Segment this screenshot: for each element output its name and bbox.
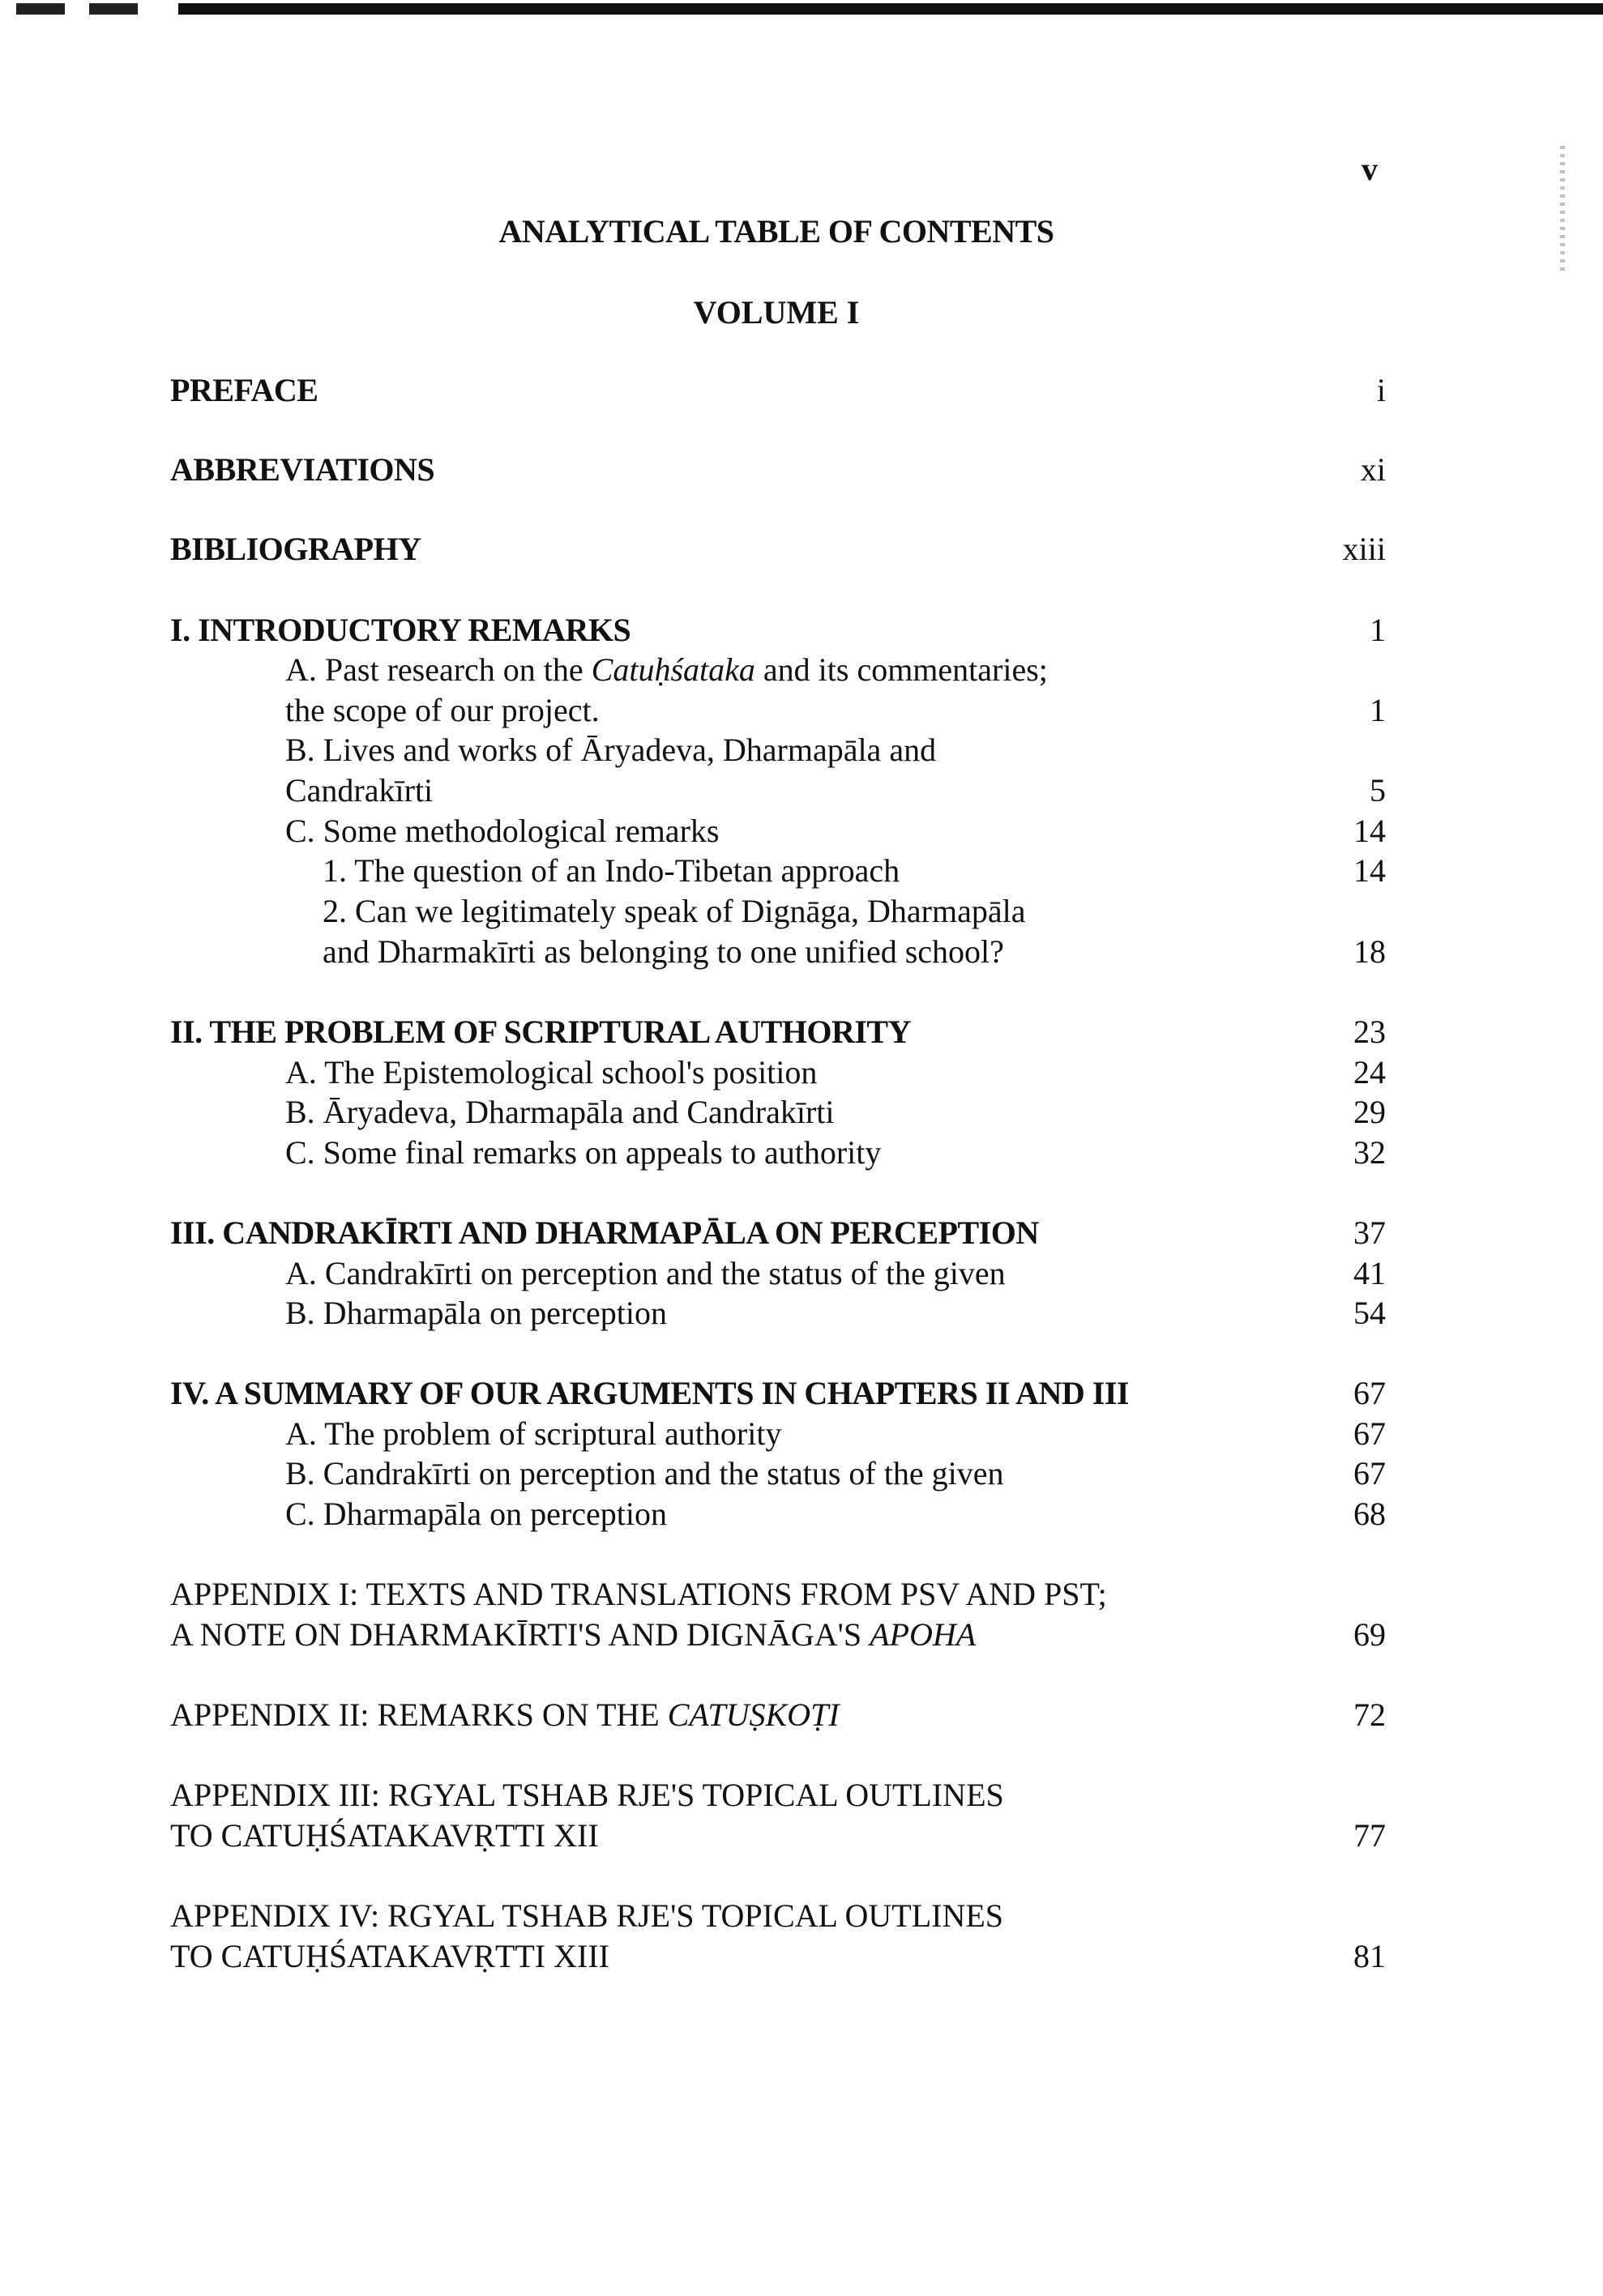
toc-page-bibliography: xiii xyxy=(1342,531,1386,567)
toc-section-3a: A. Candrakīrti on perception and the status of the given xyxy=(285,1255,1006,1291)
toc-page-3a: 41 xyxy=(1353,1255,1386,1291)
toc-chapter-2: II. THE PROBLEM OF SCRIPTURAL AUTHORITY xyxy=(170,1014,911,1050)
page-number: v xyxy=(1361,151,1378,187)
toc-page-1c1: 14 xyxy=(1353,852,1386,889)
section-1a-text-end: and its commentaries; xyxy=(754,651,1048,688)
toc-appendix-4-cont: TO CATUḤŚATAKAVṚTTI XIII xyxy=(170,1938,609,1974)
toc-page-4b: 67 xyxy=(1353,1455,1386,1492)
toc-page-4a: 67 xyxy=(1353,1415,1386,1452)
appendix-1-text: A NOTE ON DHARMAKĪRTI'S AND DIGNĀGA'S xyxy=(170,1616,870,1653)
toc-page-2a: 24 xyxy=(1353,1054,1386,1090)
toc-page-1c2: 18 xyxy=(1353,933,1386,970)
toc-section-3b: B. Dharmapāla on perception xyxy=(285,1295,667,1331)
catuhsataka-title: Catuḥśataka xyxy=(591,651,755,688)
toc-chapter-3: III. CANDRAKĪRTI AND DHARMAPĀLA ON PERCEPTION xyxy=(170,1214,1039,1251)
toc-section-4a: A. The problem of scriptural authority xyxy=(285,1415,782,1452)
toc-page-2b: 29 xyxy=(1353,1094,1386,1130)
toc-appendix-4: APPENDIX IV: RGYAL TSHAB RJE'S TOPICAL OUTLINES xyxy=(170,1897,1004,1934)
toc-appendix-2 xyxy=(170,1694,840,1736)
toc-subsection-1c1: 1. The question of an Indo-Tibetan approach xyxy=(323,852,900,889)
page-title: ANALYTICAL TABLE OF CONTENTS xyxy=(498,213,1054,250)
toc-subsection-1c2-cont: and Dharmakīrti as belonging to one unified school? xyxy=(323,933,1004,970)
toc-page-2c: 32 xyxy=(1353,1134,1386,1171)
toc-chapter-4: IV. A SUMMARY OF OUR ARGUMENTS IN CHAPTERS II AND III xyxy=(170,1375,1129,1411)
toc-page-ch3: 37 xyxy=(1353,1214,1386,1251)
toc-page-app3: 77 xyxy=(1353,1817,1386,1854)
toc-entry-preface: PREFACE xyxy=(170,372,318,408)
toc-appendix-1-cont xyxy=(170,1614,976,1656)
toc-page-abbreviations: xi xyxy=(1360,451,1386,488)
toc-page-preface: i xyxy=(1376,372,1386,408)
toc-section-1c: C. Some methodological remarks xyxy=(285,813,720,849)
toc-entry-abbreviations: ABBREVIATIONS xyxy=(170,451,435,488)
toc-section-1b-cont: Candrakīrti xyxy=(285,772,434,809)
toc-section-4b: B. Candrakīrti on perception and the status of the given xyxy=(285,1455,1004,1492)
toc-appendix-3-cont: TO CATUḤŚATAKAVṚTTI XII xyxy=(170,1817,599,1854)
top-rule xyxy=(0,0,1603,15)
toc-page-4c: 68 xyxy=(1353,1496,1386,1532)
toc-page-1c: 14 xyxy=(1353,813,1386,849)
toc-section-2b: B. Āryadeva, Dharmapāla and Candrakīrti xyxy=(285,1094,835,1130)
section-1a-text: A. Past research on the xyxy=(285,651,592,688)
toc-page-ch4: 67 xyxy=(1353,1375,1386,1411)
toc-page-ch2: 23 xyxy=(1353,1014,1386,1050)
toc-section-1a xyxy=(285,649,1048,691)
toc-section-1a-cont: the scope of our project. xyxy=(285,692,600,728)
scan-edge-mark xyxy=(1560,146,1565,275)
toc-entry-bibliography: BIBLIOGRAPHY xyxy=(170,531,421,567)
toc-section-2a: A. The Epistemological school's position xyxy=(285,1054,818,1090)
toc-section-2c: C. Some final remarks on appeals to authority xyxy=(285,1134,882,1171)
volume-title: VOLUME I xyxy=(693,294,860,331)
toc-page-app1: 69 xyxy=(1353,1616,1386,1653)
toc-page-3b: 54 xyxy=(1353,1295,1386,1331)
toc-page-1b: 5 xyxy=(1370,772,1386,809)
toc-subsection-1c2: 2. Can we legitimately speak of Dignāga, Dharmapāla xyxy=(323,893,1026,929)
toc-section-4c: C. Dharmapāla on perception xyxy=(285,1496,667,1532)
toc-appendix-3: APPENDIX III: RGYAL TSHAB RJE'S TOPICAL OUTLINES xyxy=(170,1777,1004,1813)
toc-section-1b: B. Lives and works of Āryadeva, Dharmapāla and xyxy=(285,732,937,768)
toc-appendix-1: APPENDIX I: TEXTS AND TRANSLATIONS FROM PSV AND PST; xyxy=(170,1576,1107,1612)
toc-page-app2: 72 xyxy=(1353,1696,1386,1733)
toc-page-ch1: 1 xyxy=(1370,612,1386,648)
appendix-2-text: APPENDIX II: REMARKS ON THE xyxy=(170,1696,668,1733)
toc-page-app4: 81 xyxy=(1353,1938,1386,1974)
apoha-term: APOHA xyxy=(870,1616,977,1653)
toc-page-1a: 1 xyxy=(1370,692,1386,728)
catuskoti-term: CATUṢKOṬI xyxy=(667,1696,840,1733)
toc-chapter-1: I. INTRODUCTORY REMARKS xyxy=(170,612,631,648)
